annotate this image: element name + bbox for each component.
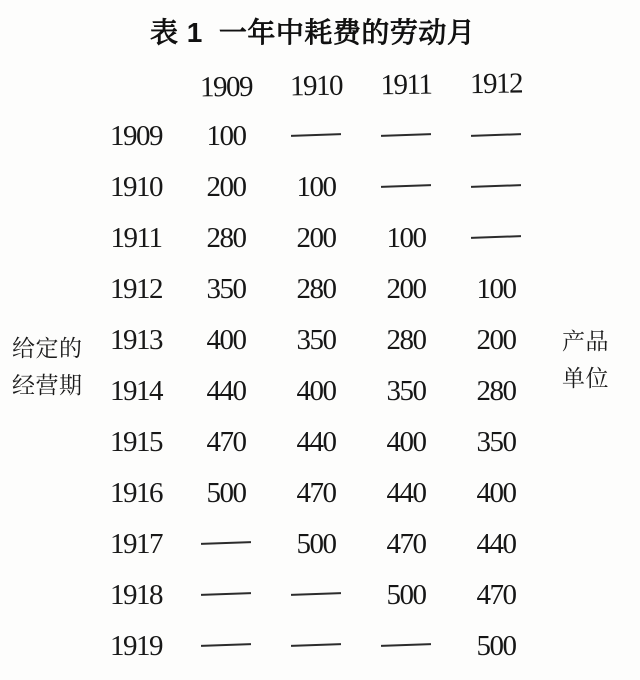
empty-cell-dash (381, 643, 431, 647)
labor-months-table (91, 62, 541, 672)
table-cell: 470 (296, 477, 336, 509)
empty-cell-dash (471, 235, 521, 239)
table-cell: 280 (206, 222, 246, 254)
table-row (91, 315, 541, 366)
empty-cell-dash (381, 184, 431, 188)
empty-cell-dash (471, 184, 521, 188)
empty-cell-dash (471, 133, 521, 137)
empty-cell-dash (201, 592, 251, 596)
right-axis-label-line2: 单位 (562, 366, 609, 391)
table-cell (271, 581, 361, 610)
table-cell (451, 122, 541, 151)
table-cell: 200 (386, 273, 426, 305)
table-cell (181, 581, 271, 610)
table-cell: 400 (386, 426, 426, 458)
table-cell: 440 (476, 528, 516, 560)
table-cell: 200 (206, 171, 246, 203)
table-cell: 100 (476, 273, 516, 305)
table-row (91, 162, 541, 213)
row-year-label: 1919 (110, 630, 162, 662)
table-row (91, 111, 541, 162)
table-cell (451, 224, 541, 253)
table-cell: 400 (206, 324, 246, 356)
row-year-label: 1913 (110, 324, 162, 356)
column-header-1910: 1910 (289, 69, 343, 103)
empty-cell-dash (291, 133, 341, 137)
column-header-1909: 1909 (199, 70, 253, 104)
table-row (91, 621, 541, 672)
row-year-label: 1912 (110, 273, 162, 305)
column-header-1911: 1911 (380, 68, 432, 102)
table-number: 表 1 (150, 17, 203, 48)
table-cell (451, 173, 541, 202)
empty-cell-dash (201, 643, 251, 647)
table-cell: 440 (386, 477, 426, 509)
empty-cell-dash (291, 643, 341, 647)
table-cell: 280 (386, 324, 426, 356)
table-cell: 280 (296, 273, 336, 305)
table-cell: 470 (476, 579, 516, 611)
table-cell: 100 (206, 120, 246, 152)
table-cell: 100 (296, 171, 336, 203)
right-axis-label (562, 323, 609, 397)
table-cell: 200 (296, 222, 336, 254)
table-cell: 470 (386, 528, 426, 560)
table-cell: 500 (206, 477, 246, 509)
table-row (91, 468, 541, 519)
header-spacer (91, 88, 181, 89)
table-cell: 350 (296, 324, 336, 356)
table-cell: 440 (206, 375, 246, 407)
table-cell: 200 (476, 324, 516, 356)
row-year-label: 1915 (110, 426, 162, 458)
table-cell (271, 632, 361, 661)
row-year-label: 1917 (110, 528, 162, 560)
table-cell: 280 (476, 375, 516, 407)
table-cell (181, 632, 271, 661)
table-row (91, 417, 541, 468)
empty-cell-dash (381, 133, 431, 137)
row-year-label: 1916 (110, 477, 162, 509)
left-axis-label (12, 330, 83, 404)
table-body (91, 111, 541, 672)
table-cell: 500 (476, 630, 516, 662)
table-row (91, 264, 541, 315)
table-cell (361, 173, 451, 202)
table-cell (271, 122, 361, 151)
table-cell: 470 (206, 426, 246, 458)
table-cell (361, 122, 451, 151)
table-row (91, 570, 541, 621)
table-row (91, 213, 541, 264)
table-title (150, 11, 475, 51)
table-cell: 400 (476, 477, 516, 509)
left-axis-label-line2: 经营期 (12, 373, 83, 398)
row-year-label: 1909 (110, 120, 162, 152)
row-year-label: 1910 (110, 171, 162, 203)
row-year-label: 1911 (110, 222, 162, 254)
table-cell: 500 (296, 528, 336, 560)
table-cell: 400 (296, 375, 336, 407)
right-axis-label-line1: 产品 (562, 329, 609, 354)
empty-cell-dash (291, 592, 341, 596)
table-cell (181, 530, 271, 559)
column-header-1912: 1912 (469, 67, 523, 101)
table-cell: 350 (476, 426, 516, 458)
row-year-label: 1914 (110, 375, 162, 407)
table-header-row (91, 59, 542, 113)
table-cell: 350 (206, 273, 246, 305)
row-year-label: 1918 (110, 579, 162, 611)
left-axis-label-line1: 给定的 (12, 336, 83, 361)
table-cell (361, 632, 451, 661)
table-title-text: 一年中耗费的劳动月 (218, 17, 476, 48)
empty-cell-dash (201, 541, 251, 545)
table-row (91, 519, 541, 570)
table-cell: 440 (296, 426, 336, 458)
table-cell: 500 (386, 579, 426, 611)
table-cell: 100 (386, 222, 426, 254)
table-cell: 350 (386, 375, 426, 407)
table-row (91, 366, 541, 417)
